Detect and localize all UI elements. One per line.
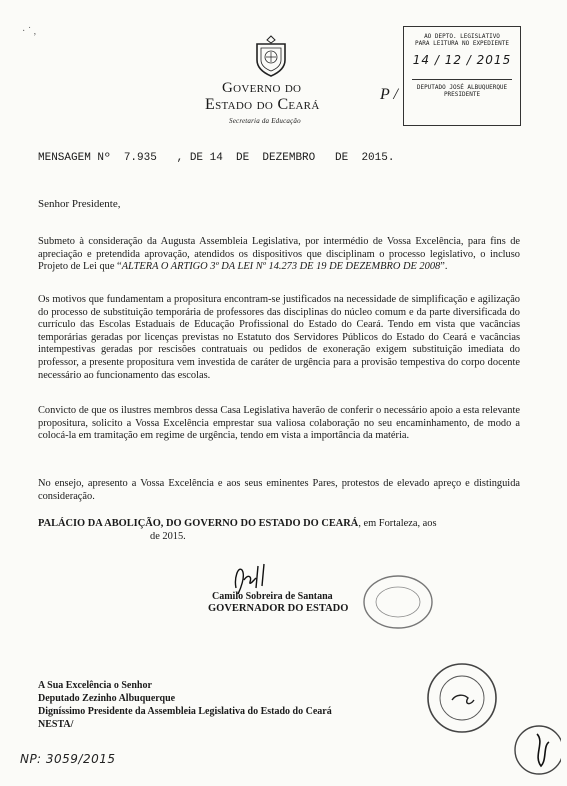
header-government: Governo do: [222, 80, 302, 96]
round-stamp-icon: [358, 572, 436, 632]
stamp-line-4: PRESIDENTE: [443, 91, 481, 98]
paragraph-3: Convicto de que os ilustres membros dessa Casa Legislativa haverão de conferir o necessário apoio a esta relevante propositura, solicito a Vossa Excelência emprestar sua valiosa colaboração no seu encaminhamento, de modo a colocá-la em tramitação em regime de urgência, tendo em vista a importância da matéria.: [38, 405, 520, 442]
paragraph-4: No ensejo, apresento a Vossa Excelência e aos seus eminentes Pares, protestos de elevado apreço e distinguida consideração.: [38, 478, 520, 502]
handwritten-protocol-number: NP: 3059/2015: [20, 752, 116, 766]
state-crest-icon: [251, 34, 291, 78]
stamp-line-1: AO DEPTO. LEGISLATIVO: [424, 33, 500, 40]
header-state: Estado do Ceará: [205, 96, 320, 113]
stamp-date: 14 / 12 / 2015: [412, 53, 512, 67]
addressee-local: NESTA/: [38, 719, 74, 730]
protocol-stamp: [403, 26, 521, 126]
paragraph-5: [38, 518, 520, 543]
paragraph-1-bill-title: ALTERA O ARTIGO 3º DA LEI Nº 14.273 DE 19 DE DEZEMBRO DE 2008: [121, 261, 441, 273]
paragraph-5-rest: , em Fortaleza, aos: [358, 518, 437, 529]
education-secretariat-stamp-icon: [424, 660, 500, 736]
paragraph-1-end: ”.: [440, 261, 448, 273]
palace-name: PALÁCIO DA ABOLIÇÃO, DO GOVERNO DO ESTADO DO CEARÁ: [38, 518, 359, 529]
stamp-line-2: PARA LEITURA NO EXPEDIENTE: [415, 40, 509, 47]
message-number-line: MENSAGEM Nº 7.935 , DE 14 DE DEZEMBRO DE 2015.: [38, 152, 395, 164]
stamp-signature-line: [412, 79, 512, 80]
addressee-name: Deputado Zezinho Albuquerque: [38, 693, 176, 704]
stamp-line-3: DEPUTADO JOSÉ ALBUQUERQUE: [416, 84, 508, 91]
signer-name: Camilo Sobreira de Santana: [212, 591, 333, 602]
paragraph-1: [38, 236, 520, 274]
greeting: Senhor Presidente,: [38, 198, 121, 210]
paragraph-2: Os motivos que fundamentam a propositura encontram-se justificados na necessidade de simplificação e agilização do processo de substituição temporária de professores das disciplinas do núcleo comum e da parte diversificada do currículo das Escolas Estaduais de Educação Profissional do Estado do Ceará. Tendo em vista que vacâncias temporárias geradas por licenças previstas no Estatuto dos Servidores Públicos do Estado do Ceará e vacâncias intempestivas geradas por rescisões contratuais ou pedidos de exoneração exigem substituição imediata do professor, a presente propositura vem investida de caráter de urgência para a provisão tempestiva do corpo docente necessário ao funcionamento das escolas.: [38, 294, 520, 381]
advisory-stamp-icon: [507, 716, 561, 776]
signer-title: GOVERNADOR DO ESTADO: [208, 603, 349, 614]
addressee-title: Digníssimo Presidente da Assembleia Legislativa do Estado do Ceará: [38, 706, 332, 717]
header-secretaria: Secretaria da Educação: [229, 117, 301, 125]
paragraph-5-year: de 2015.: [150, 530, 186, 542]
margin-handwritten-mark: P /: [380, 86, 398, 103]
scan-specks: · ˙ ,: [22, 26, 37, 37]
addressee-salutation: A Sua Excelência o Senhor: [38, 680, 152, 691]
paragraph-1-text: Submeto à consideração da Augusta Assembleia Legislativa, por intermédio de Vossa Excelência, para fins de apreciação e pretendida aprovação, atendidos os dispositivos que disciplinam o processo legislativo, o incluso Projeto de Lei que “: [38, 236, 520, 273]
